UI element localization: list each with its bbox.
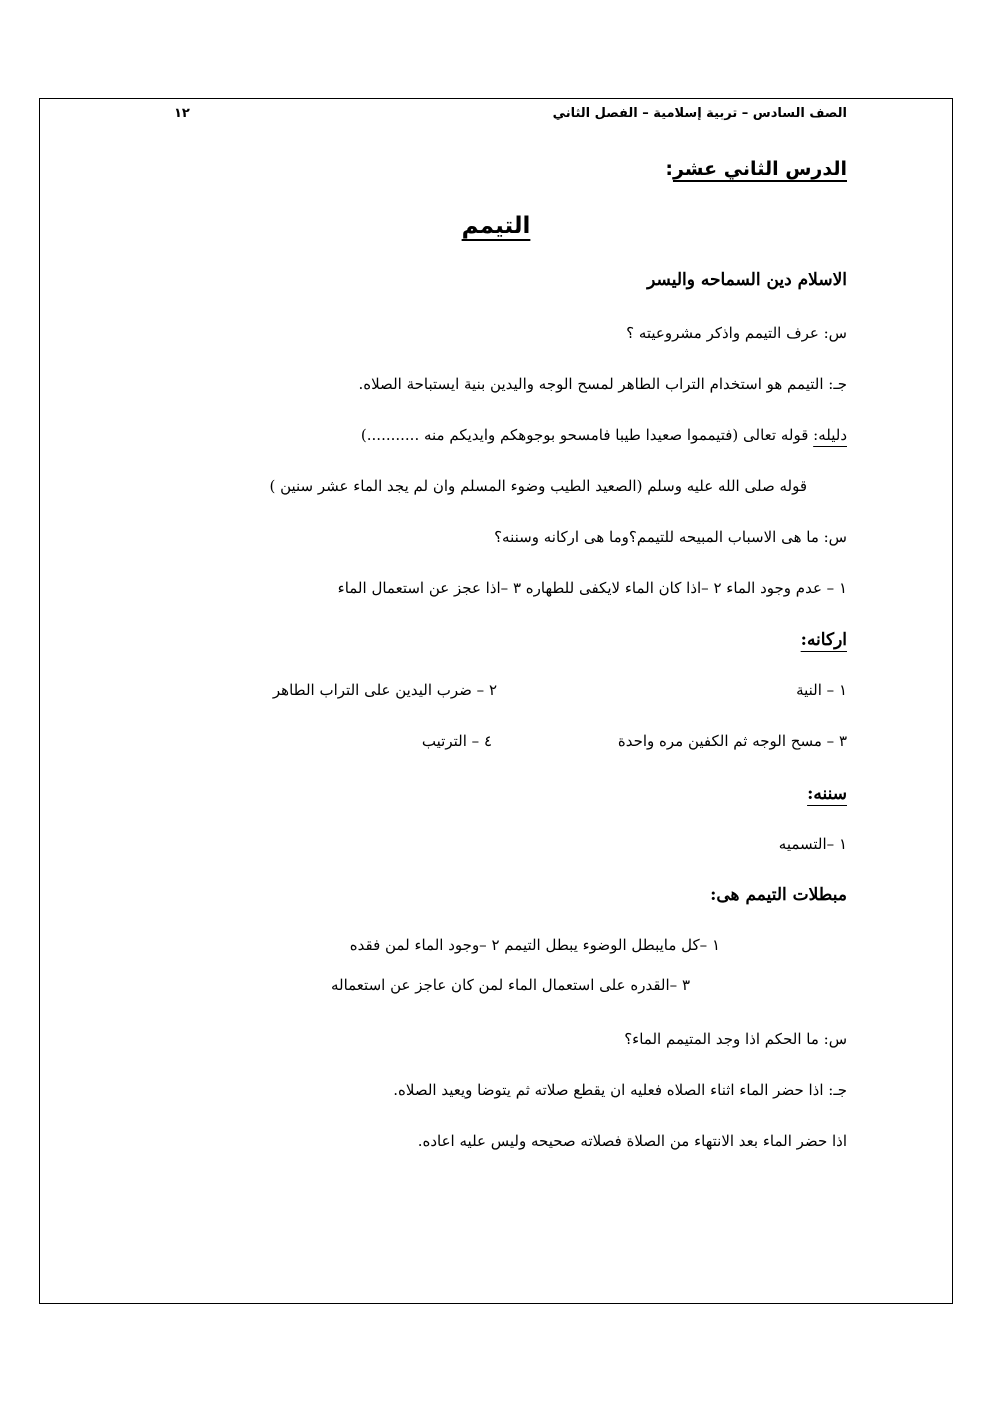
evidence-text: قوله تعالى (فتيمموا صعيدا طيبا فامسحو بوجوهكم وايديكم منه ...........)	[360, 426, 814, 444]
evidence-label: دليله:	[813, 426, 847, 444]
lesson-subtitle: الاسلام دين السماحه واليسر	[647, 270, 847, 290]
lesson-colon: :	[665, 158, 673, 180]
page-header: الصف السادس – تربية إسلامية – الفصل الثاني	[552, 106, 847, 121]
question-3: س: ما الحكم اذا وجد المتيمم الماء؟	[624, 1030, 847, 1048]
answer-3: جـ: اذا حضر الماء اثناء الصلاه فعليه ان يقطع صلاته ثم يتوضا ويعيد الصلاه.	[393, 1081, 847, 1099]
hadith: قوله صلى الله عليه وسلم (الصعيد الطيب وضوء المسلم وان لم يجد الماء عشر سنين )	[269, 477, 807, 495]
pillar-item: ٤ – الترتيب	[421, 732, 492, 750]
question-1: س: عرف التيمم واذكر مشروعيته ؟	[626, 324, 847, 342]
nullifiers-title: مبطلات التيمم هى:	[710, 885, 847, 905]
lesson-topic: التيمم	[461, 213, 531, 239]
lesson-heading	[665, 158, 847, 180]
reasons-list: ١ – عدم وجود الماء ٢ –اذا كان الماء لايكفى للطهاره ٣ –اذا عجز عن استعمال الماء	[337, 579, 847, 597]
answer-3-continued: اذا حضر الماء بعد الانتهاء من الصلاة فصلاته صحيحه وليس عليه اعاده.	[417, 1132, 847, 1150]
pillar-item: ١ – النية	[796, 681, 847, 699]
answer-1: جـ: التيمم هو استخدام التراب الطاهر لمسح الوجه واليدين بنية ايستباحة الصلاه.	[358, 375, 847, 393]
evidence	[361, 426, 847, 444]
pillars-title: اركانه:	[800, 630, 847, 650]
sunan-item: ١ –التسميه	[778, 835, 847, 853]
sunan-title: سننه:	[807, 784, 847, 804]
pillar-item: ٣ – مسح الوجه ثم الكفين مره واحدة	[617, 732, 847, 750]
nullifiers-line: ١ –كل مايبطل الوضوء يبطل التيمم ٢ –وجود الماء لمن فقده	[349, 936, 720, 954]
pillar-item: ٢ – ضرب اليدين على التراب الطاهر	[272, 681, 497, 699]
nullifiers-line: ٣ –القدره على استعمال الماء لمن كان عاجز عن استعماله	[330, 976, 690, 994]
question-2: س: ما هى الاسباب المبيحه للتيمم؟وما هى اركانه وسننه؟	[494, 528, 847, 546]
page-number: ١٢	[174, 106, 190, 121]
lesson-label: الدرس الثاني عشر	[672, 158, 847, 180]
